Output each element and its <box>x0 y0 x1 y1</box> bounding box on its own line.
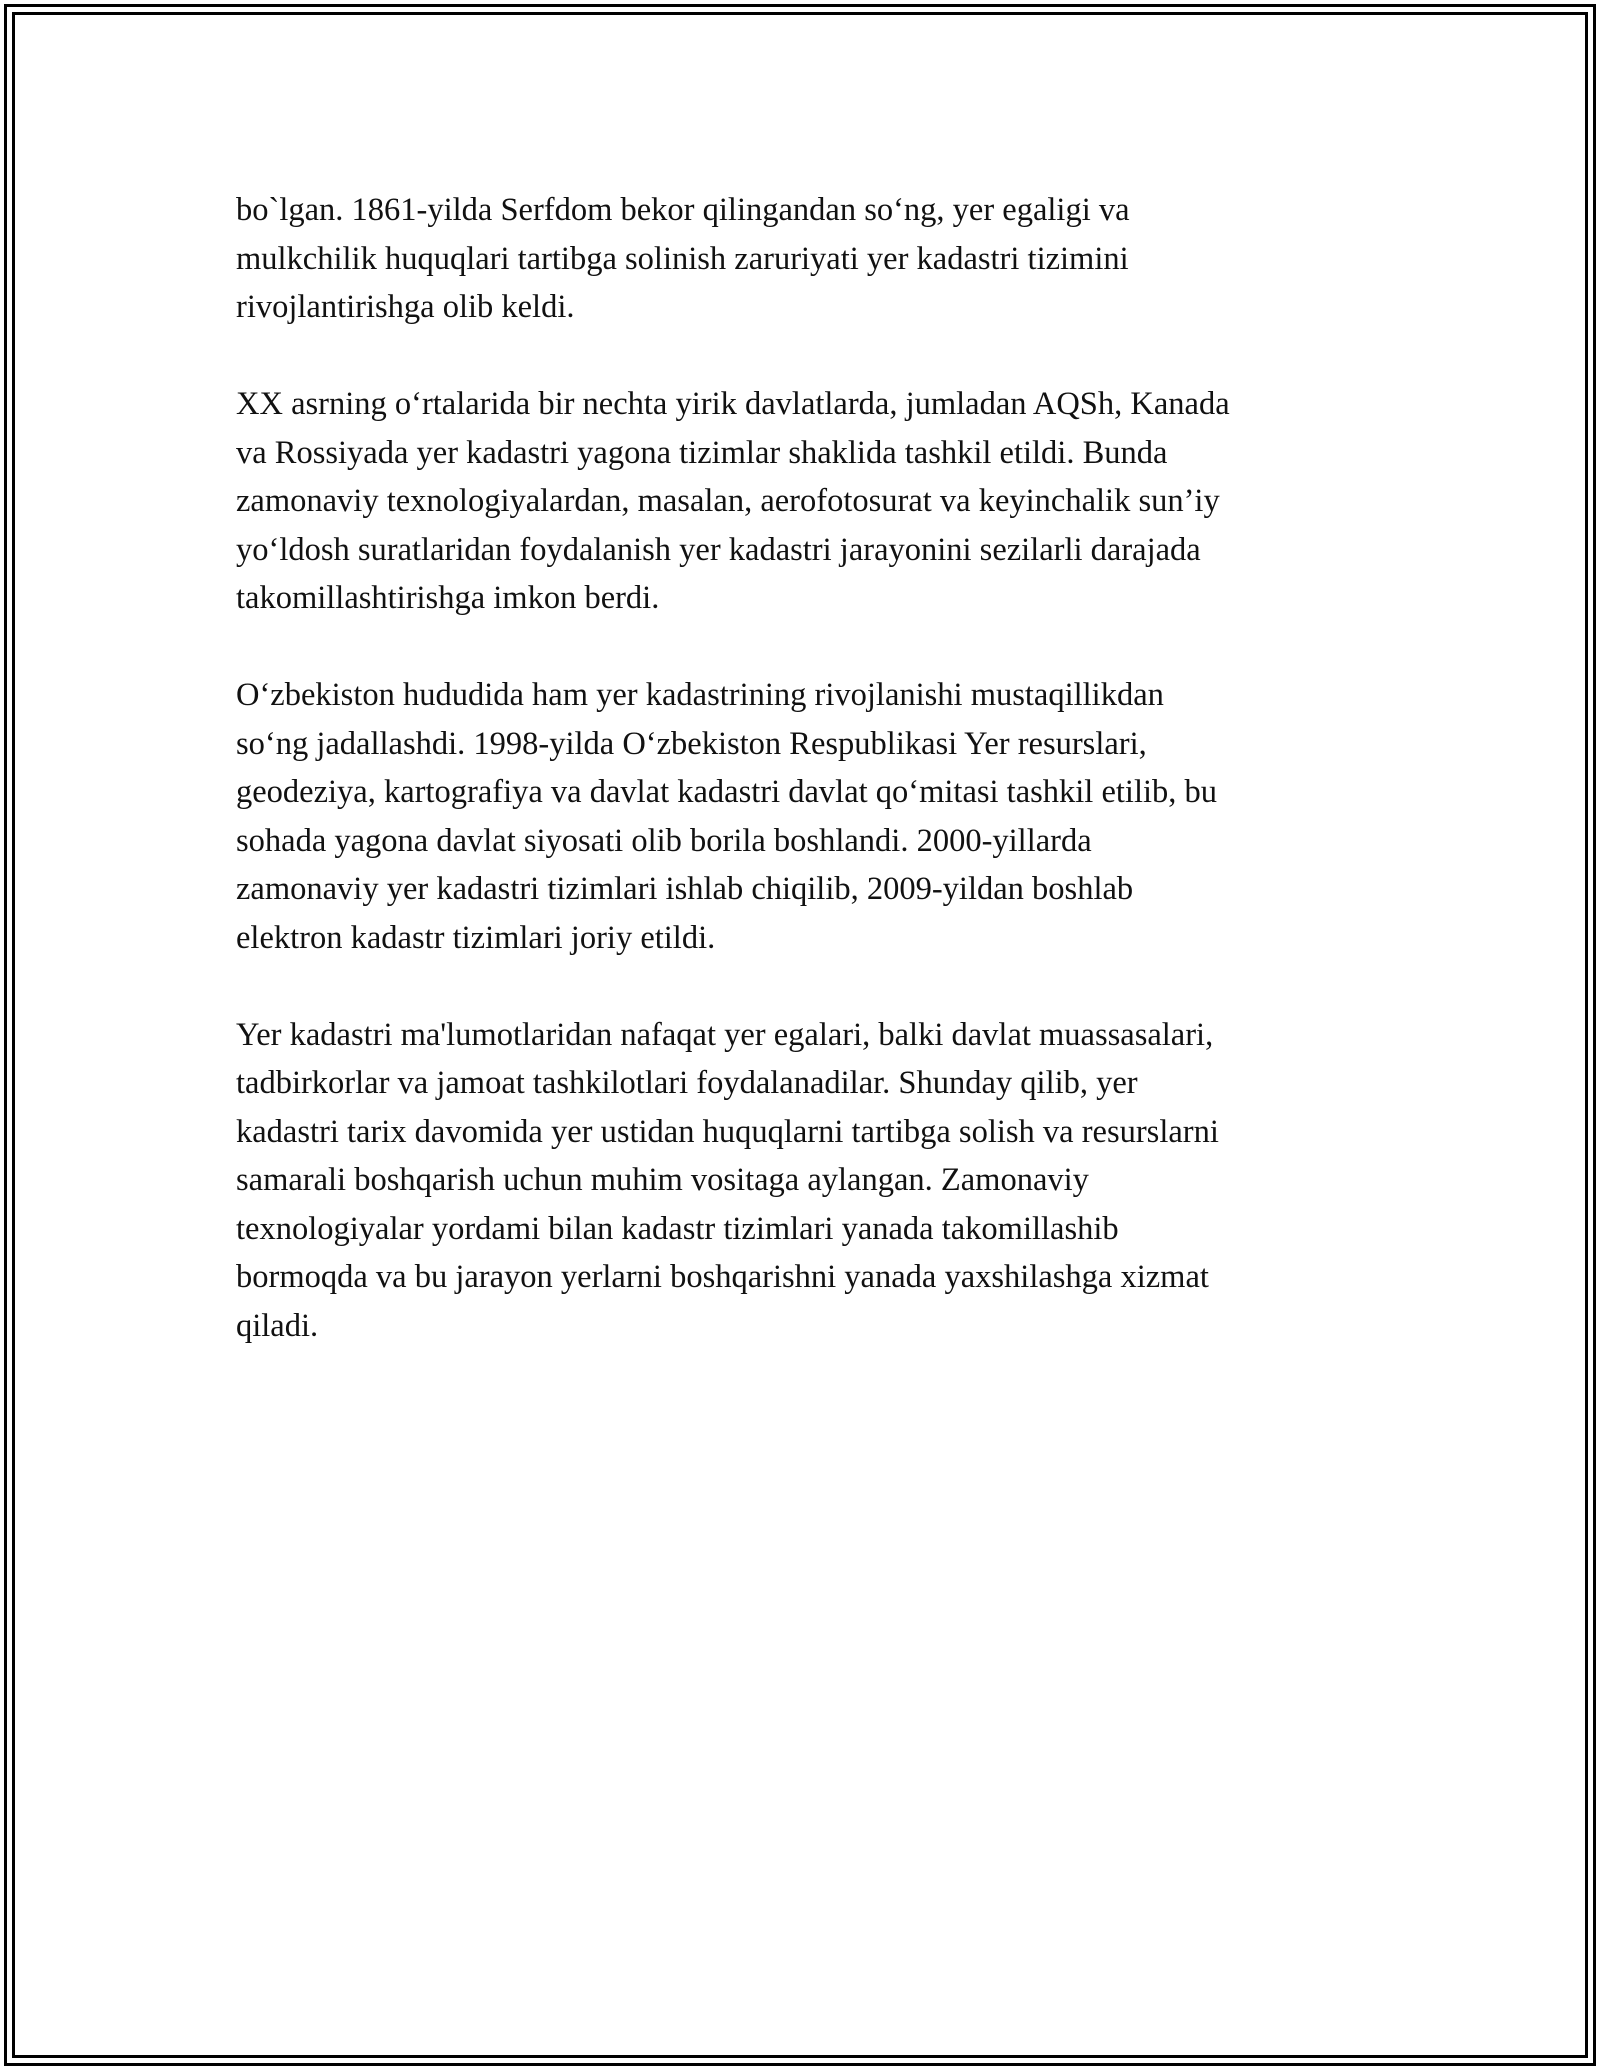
paragraph-1: bo`lgan. 1861-yilda Serfdom bekor qilingandan so‘ng, yer egaligi va mulkchilik huquqlari tartibga solinish zaruriyati yer kadastri tizimini rivojlantirishga olib keldi. <box>236 192 1130 325</box>
paragraph-2: XX asrning o‘rtalarida bir nechta yirik davlatlarda, jumladan AQSh, Kanada va Rossiyada yer kadastri yagona tizimlar shaklida tashkil etildi. Bunda zamonaviy texnologiyalardan, masalan, aerofotosurat va keyinchalik sun’iy yo‘ldosh suratlaridan foydalanish yer kadastri jarayonini sezilarli darajada takomillashtirishga imkon berdi. <box>236 386 1230 616</box>
paragraph-4: Yer kadastri ma'lumotlaridan nafaqat yer egalari, balki davlat muassasalari, tadbirkorlar va jamoat tashkilotlari foydalanadilar. Shunday qilib, yer kadastri tarix davomida yer ustidan huquqlarni tartibga solish va resurslarni samarali boshqarish uchun muhim vositaga aylangan. Zamonaviy texnologiyalar yordami bilan kadastr tizimlari yanada takomillashib bormoqda va bu jarayon yerlarni boshqarishni yanada yaxshilashga xizmat qiladi. <box>236 1016 1219 1344</box>
paragraph-3: O‘zbekiston hududida ham yer kadastrining rivojlanishi mustaqillikdan so‘ng jadallashdi. 1998-yilda O‘zbekiston Respublikasi Yer resurslari, geodeziya, kartografiya va davlat kadastri davlat qo‘mitasi tashkil etilib, bu sohada yagona davlat siyosati olib borila boshlandi. 2000-yillarda zamonaviy yer kadastri tizimlari ishlab chiqilib, 2009-yildan boshlab elektron kadastr tizimlari joriy etildi. <box>236 677 1217 956</box>
document-body <box>236 186 1376 1399</box>
